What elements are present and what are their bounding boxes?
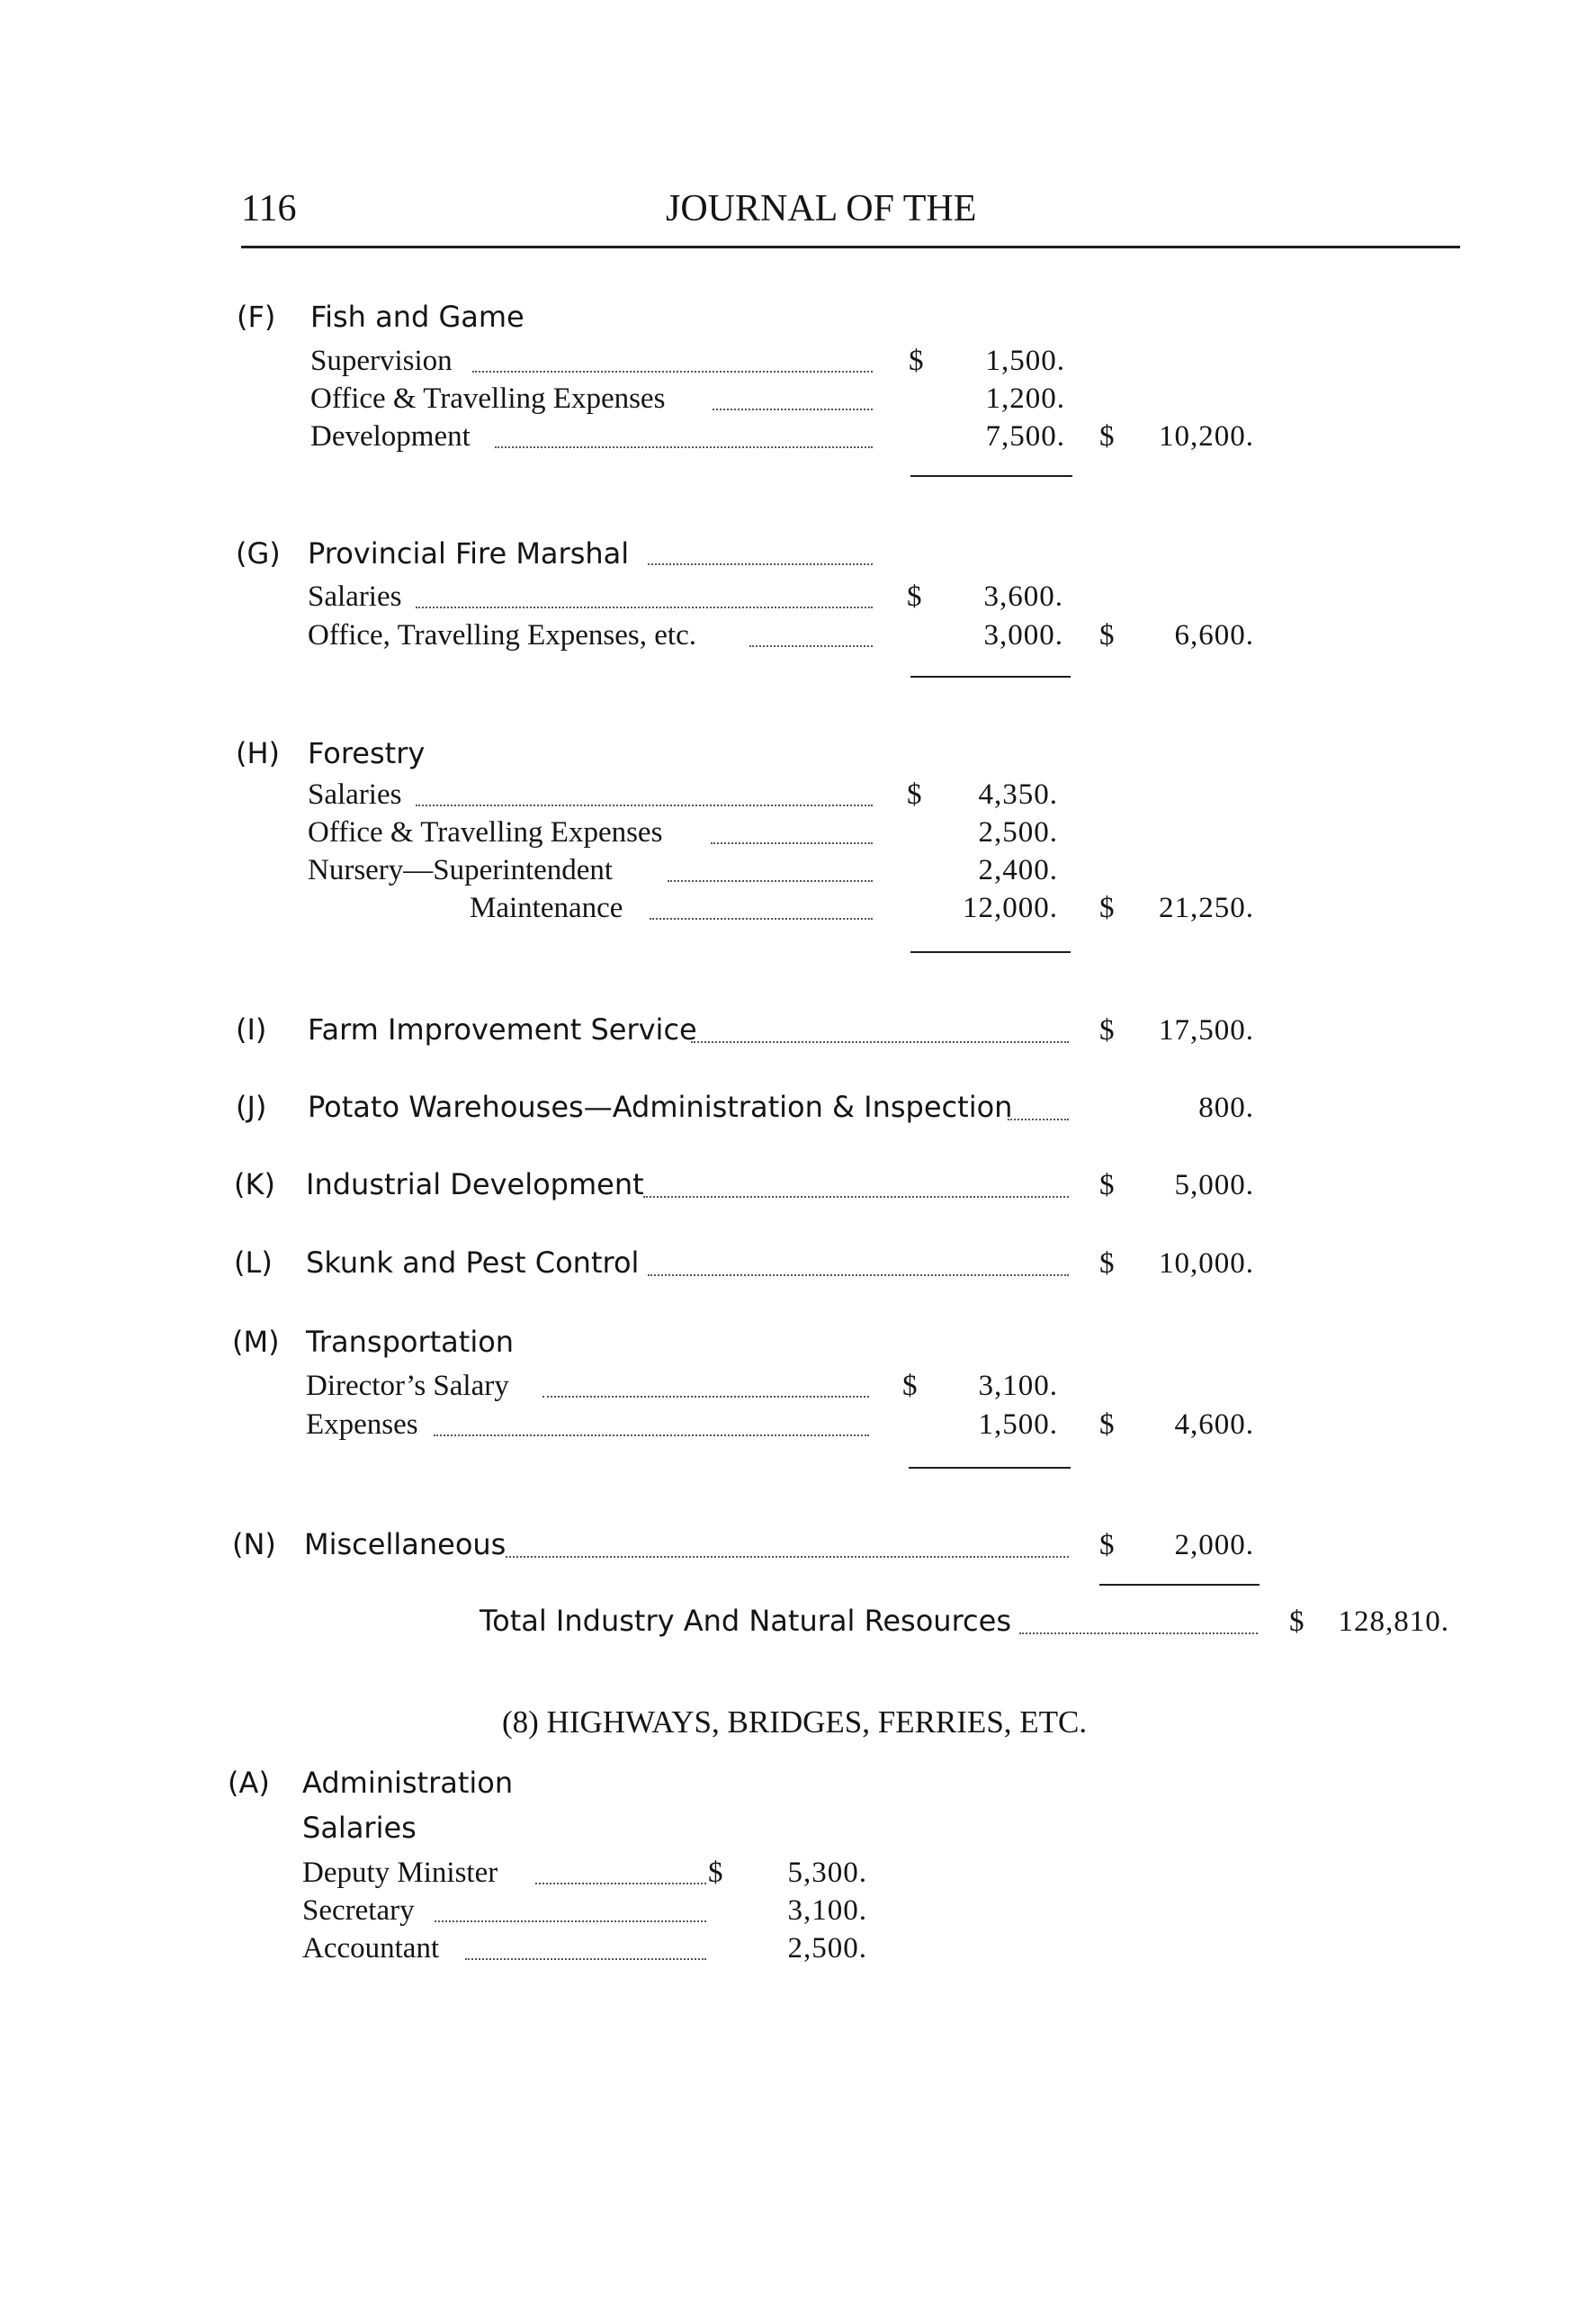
grand-total-amount: 128,810. [1338,1605,1449,1638]
dot-leader [1019,1632,1258,1634]
dot-leader [749,645,873,647]
dollar-sign: $ [1289,1605,1305,1638]
dollar-sign: $ [1099,1529,1115,1561]
item-amount: 4,350. [978,778,1058,811]
item-label: Nursery—Superintendent [308,854,614,886]
dot-leader [713,409,873,410]
item-label: Deputy Minister [302,1857,498,1889]
section-label: (K) [234,1167,275,1201]
section-total: 6,600. [1174,619,1254,652]
dot-leader [711,842,873,844]
item-label: Development [310,420,471,453]
item-amount: 1,200. [985,382,1065,415]
subtotal-rule [909,1467,1071,1469]
dot-leader [650,918,873,920]
section-total: 17,500. [1159,1014,1254,1047]
header-rule [241,246,1460,248]
item-label: Director’s Salary [306,1370,509,1402]
dot-leader [495,446,873,448]
dot-leader [668,880,873,882]
section-title: Forestry [308,736,426,770]
item-amount: 3,000. [983,619,1063,652]
dollar-sign: $ [909,345,924,377]
dot-leader [1008,1119,1069,1120]
section-label: (I) [236,1012,267,1047]
section-title: Transportation [306,1325,515,1359]
item-amount: 7,500. [985,420,1065,453]
subtotal-rule [910,475,1072,477]
page-number: 116 [241,188,297,229]
section-total: 10,200. [1159,420,1254,453]
item-amount: 2,500. [787,1932,867,1965]
subtotal-rule [910,676,1071,678]
item-label: Accountant [302,1932,440,1965]
section-total: 10,000. [1159,1247,1254,1280]
section-label: (F) [237,300,276,334]
section-title: Skunk and Pest Control [306,1245,640,1280]
item-label: Expenses [306,1408,418,1441]
dollar-sign: $ [1099,892,1115,924]
item-amount: 3,100. [978,1370,1058,1402]
dollar-sign: $ [907,778,922,811]
dot-leader [416,805,873,806]
subsection-title: Salaries [302,1811,417,1845]
section-title: Miscellaneous [304,1527,507,1561]
item-amount: 2,500. [978,816,1058,849]
item-amount: 5,300. [787,1857,867,1889]
item-amount: 3,100. [787,1894,867,1927]
section-label: (G) [236,536,281,571]
item-label: Office & Travelling Expenses [308,816,663,849]
item-label: Office, Travelling Expenses, etc. [308,619,696,652]
dot-leader [542,1396,869,1398]
section-title: Industrial Development [306,1167,644,1201]
dot-leader [435,1920,706,1922]
dot-leader [535,1883,706,1884]
dollar-sign: $ [1099,1169,1115,1201]
grand-total-label: Total Industry And Natural Resources [480,1604,1011,1638]
dollar-sign: $ [1099,1408,1115,1441]
section-title: Administration [302,1766,514,1800]
subtotal-rule [1099,1584,1260,1586]
dot-leader [643,1196,1069,1198]
section-label: (L) [234,1245,273,1280]
section-label: (M) [232,1325,280,1359]
item-label: Secretary [302,1894,415,1927]
section-heading: (8) HIGHWAYS, BRIDGES, FERRIES, ETC. [502,1704,1088,1740]
dot-leader [416,607,873,608]
dot-leader [465,1958,706,1960]
section-total: 800. [1198,1092,1254,1124]
item-label: Supervision [310,345,453,377]
dollar-sign: $ [708,1857,723,1889]
section-title: Fish and Game [310,300,525,334]
dollar-sign: $ [1099,619,1115,652]
dollar-sign: $ [1099,420,1115,453]
section-total: 4,600. [1174,1408,1254,1441]
page-title: JOURNAL OF THE [666,188,977,229]
item-label: Office & Travelling Expenses [310,382,666,415]
dot-leader [506,1556,1069,1558]
section-title: Potato Warehouses—Administration & Inspection [308,1090,1013,1124]
section-label: (H) [236,736,281,770]
dollar-sign: $ [902,1370,918,1402]
item-label: Salaries [308,580,402,613]
dot-leader [648,1274,1069,1276]
section-total: 21,250. [1159,892,1254,924]
section-title: Provincial Fire Marshal [308,536,630,571]
dot-leader [691,1041,1069,1043]
subtotal-rule [910,951,1071,953]
dot-leader [648,563,873,565]
item-amount: 1,500. [985,345,1065,377]
item-label: Maintenance [470,892,623,924]
item-amount: 1,500. [978,1408,1058,1441]
section-label: (J) [236,1090,267,1124]
section-total: 2,000. [1174,1529,1254,1561]
dollar-sign: $ [907,580,922,613]
item-amount: 2,400. [978,854,1058,886]
dollar-sign: $ [1099,1014,1115,1047]
section-label: (N) [232,1527,276,1561]
item-label: Salaries [308,778,402,811]
section-title: Farm Improvement Service [308,1012,697,1047]
section-label: (A) [228,1766,270,1800]
section-total: 5,000. [1174,1169,1254,1201]
item-amount: 3,600. [983,580,1063,613]
dot-leader [434,1434,869,1436]
dollar-sign: $ [1099,1247,1115,1280]
dot-leader [472,371,873,373]
item-amount: 12,000. [963,892,1058,924]
